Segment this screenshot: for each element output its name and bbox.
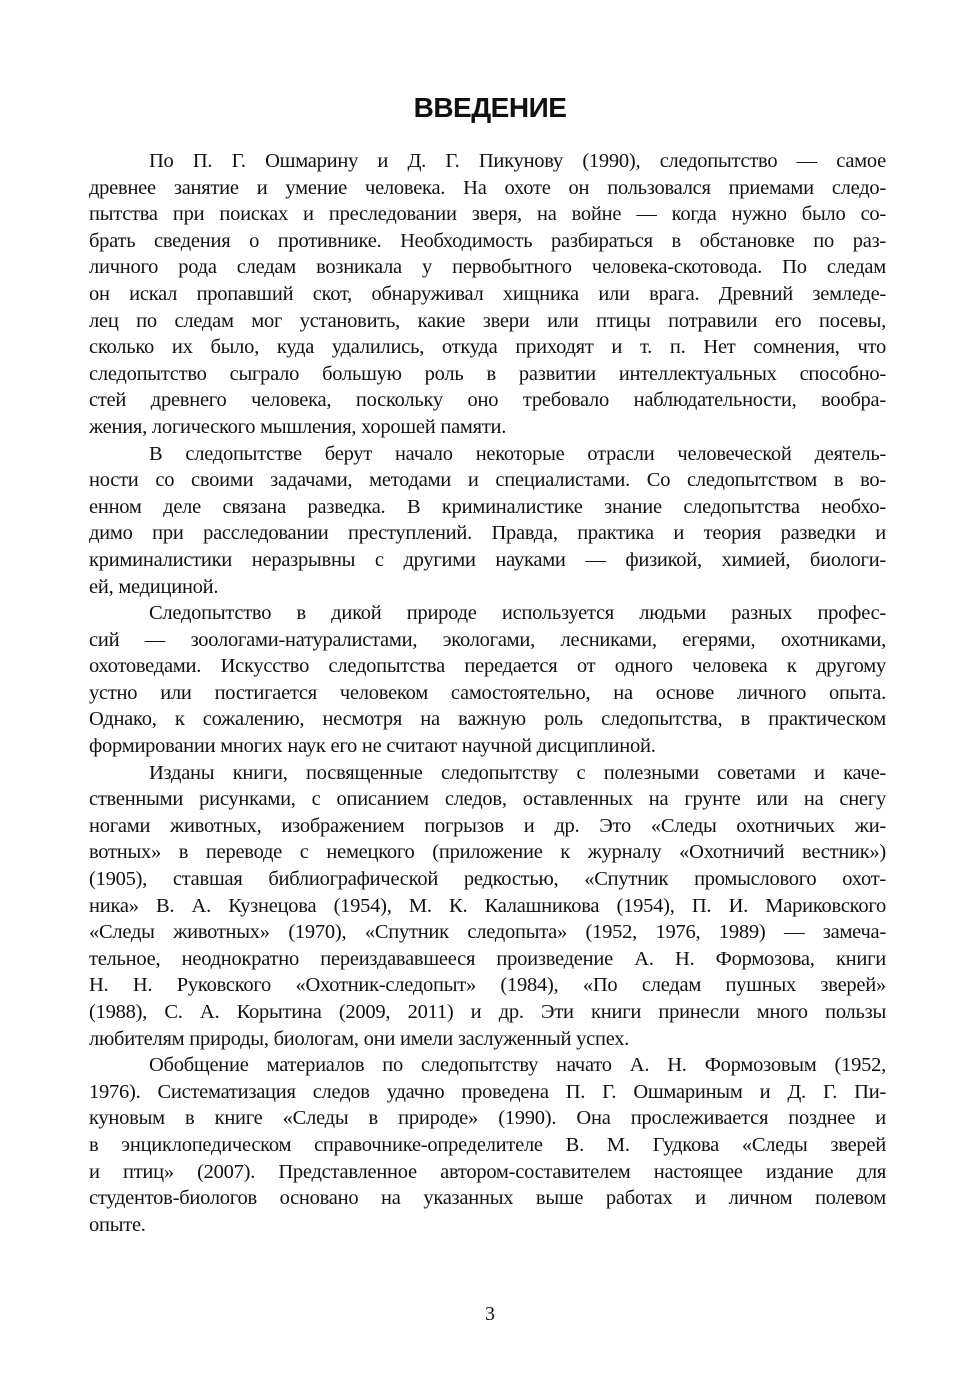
text-line: В следопытстве берут начало некоторые отрасли человеческой деятель- [149,442,886,465]
text-line: Обобщение материалов по следопытству начато А. Н. Формозовым (1952, [149,1054,886,1077]
text-line: брать сведения о противнике. Необходимость разбираться в обстановке по раз- [89,229,886,252]
text-line: ности со своими задачами, методами и специалистами. Со следопытством в во- [89,469,886,492]
text-line: и птиц» (2007). Представленное автором-составителем настоящее издание для [89,1160,886,1183]
text-line: димо при расследовании преступлений. Правда, практика и теория разведки и [89,522,886,545]
paragraph [89,441,886,601]
text-line: сколько их было, куда удалились, откуда приходят и т. п. Нет сомнения, что [89,336,886,359]
text-line: По П. Г. Ошмарину и Д. Г. Пикунову (1990), следопытство — самое [149,150,886,172]
text-line: 1976). Систематизация следов удачно проведена П. Г. Ошмариным и Д. Г. Пи- [89,1080,886,1103]
text-line: сий — зоологами-натуралистами, экологами, лесниками, егерями, охотниками, [89,628,886,651]
text-line: Однако, к сожалению, несмотря на важную роль следопытства, в практическом [89,708,886,731]
page-number: 3 [485,1303,495,1325]
text-line: криминалистики неразрывны с другими науками — физикой, химией, биологи- [89,548,886,571]
text-line: тельное, неоднократно переиздававшееся произведение А. Н. Формозова, книги [89,947,886,970]
text-line: устно или постигается человеком самостоятельно, на основе личного опыта. [89,681,886,704]
paragraph [89,600,886,760]
text-line: ногами животных, изображением погрызов и др. Это «Следы охотничьих жи- [89,814,886,837]
text-line: опыте. [89,1213,146,1236]
text-line: формировании многих наук его не считают научной дисциплиной. [89,735,656,758]
paragraph [89,760,886,1053]
text-line: охотоведами. Искусство следопытства передается от одного человека к другому [89,655,886,678]
text-line: в энциклопедическом справочнике-определителе В. М. Гудкова «Следы зверей [89,1133,886,1156]
text-line: Следопытство в дикой природе используется людьми разных профес- [149,602,886,625]
text-line: лец по следам мог установить, какие звери или птицы потравили его посевы, [89,309,886,332]
paragraph [89,148,886,441]
text-line: ей, медициной. [89,575,219,598]
text-line: (1988), С. А. Корытина (2009, 2011) и др. Эти книги принесли много пользы [89,1001,886,1023]
page-title: ВВЕДЕНИЕ [413,92,567,123]
text-line: древнее занятие и умение человека. На охоте он пользовался приемами следо- [89,176,886,199]
text-line: вотных» в переводе с немецкого (приложение к журналу «Охотничий вестник») [89,841,886,864]
text-line: он искал пропавший скот, обнаруживал хищника или врага. Древний земледе- [89,282,886,305]
text-line: ника» В. А. Кузнецова (1954), М. К. Калашникова (1954), П. И. Мариковского [89,894,886,917]
text-line: Изданы книги, посвященные следопытству с полезными советами и каче- [149,761,886,784]
text-line: жения, логического мышления, хорошей памяти. [89,415,507,438]
text-line: любителям природы, биологам, они имели заслуженный успех. [89,1027,630,1050]
text-line: следопытство сыграло большую роль в развитии интеллектуальных способно- [89,362,886,385]
text-line: личного рода следам возникала у первобытного человека-скотовода. По следам [89,256,886,279]
body-text [89,148,886,1238]
text-line: енном деле связана разведка. В криминалистике знание следопытства необхо- [89,495,886,518]
text-line: куновым в книге «Следы в природе» (1990). Она прослеживается позднее и [89,1107,886,1130]
text-line: ственными рисунками, с описанием следов, оставленных на грунте или на снегу [89,788,886,811]
text-line: Н. Н. Руковского «Охотник-следопыт» (1984), «По следам пушных зверей» [89,974,886,997]
text-line: стей древнего человека, поскольку оно требовало наблюдательности, вообра- [89,389,886,412]
text-line: студентов-биологов основано на указанных выше работах и личном полевом [89,1187,886,1210]
text-line: (1905), ставшая библиографической редкостью, «Спутник промыслового охот- [89,868,886,891]
paragraph [89,1052,886,1238]
text-line: «Следы животных» (1970), «Спутник следопыта» (1952, 1976, 1989) — замеча- [89,921,886,944]
text-line: пытства при поисках и преследовании зверя, на войне — когда нужно было со- [89,203,886,226]
